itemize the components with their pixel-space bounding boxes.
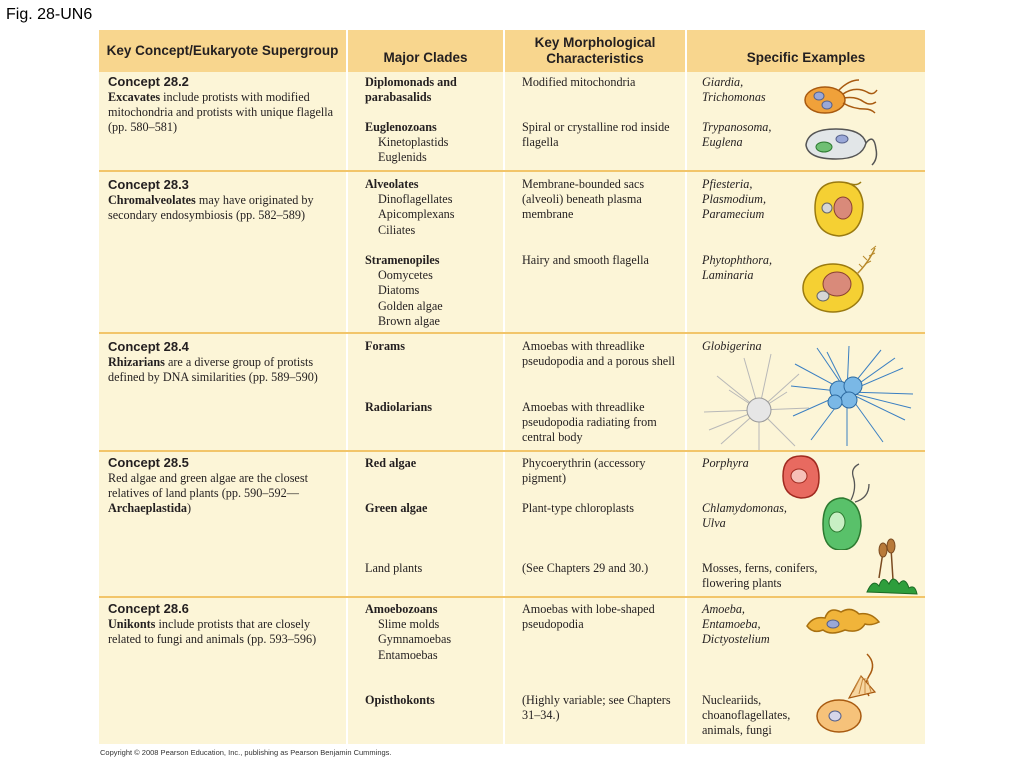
- supergroup-name: Chromalveolates: [108, 193, 196, 207]
- subclade-name: Dinoflagellates: [378, 192, 453, 207]
- clade-name: Opisthokonts: [365, 693, 435, 707]
- example-text: Globigerina: [702, 339, 762, 353]
- example-text: Nucleariids, choanoflagellates, animals, fungi: [702, 693, 791, 738]
- row-divider: [99, 170, 925, 172]
- concept-title: Concept 28.4: [108, 339, 189, 354]
- subclade-name: Kinetoplastids: [378, 135, 449, 150]
- header-col-clades: Major Clades: [383, 50, 468, 65]
- example-text: Giardia, Trichomonas: [702, 75, 766, 105]
- subclade-name: Gymnamoebas: [378, 632, 452, 647]
- characteristic-text: Modified mitochondria: [522, 75, 636, 89]
- clade-name: Euglenozoans: [365, 120, 437, 134]
- trichomonas-illustration: [799, 78, 879, 122]
- characteristic-text: Membrane-bounded sacs (alveoli) beneath plasma membrane: [522, 177, 645, 222]
- concept-title: Concept 28.5: [108, 455, 189, 470]
- clade-name: Amoebozoans: [365, 602, 438, 616]
- example-text: Chlamydomonas, Ulva: [702, 501, 787, 531]
- amoeba-illustration: [803, 604, 883, 638]
- concept-cell: [108, 601, 340, 647]
- example-text: Phytophthora, Laminaria: [702, 253, 773, 283]
- supergroup-description: include protists that are closely related to fungi and animals (pp. 593–596): [108, 617, 317, 647]
- choanoflagellate-illustration: [815, 652, 887, 734]
- column-divider: [346, 30, 348, 744]
- characteristic-text: Plant-type chloroplasts: [522, 501, 635, 515]
- stramenopile-illustration: [799, 234, 889, 314]
- concept-cell: [108, 177, 340, 223]
- supergroup-description: may have originated by secondary endosymbiosis (pp. 582–589): [108, 193, 314, 223]
- concept-cell: [108, 339, 340, 385]
- row-divider: [99, 450, 925, 452]
- clade-block: [365, 177, 500, 238]
- characteristic-text: Amoebas with lobe-shaped pseudopodia: [522, 602, 655, 632]
- clade-block: [365, 253, 500, 329]
- supergroup-table: [99, 30, 925, 744]
- supergroup-description: include protists with modified mitochondria and protists with unique flagella (pp. 580–581): [108, 90, 334, 135]
- clade-name: Alveolates: [365, 177, 419, 191]
- clade-name: Green algae: [365, 501, 428, 515]
- subclade-name: Entamoebas: [378, 647, 438, 662]
- column-divider: [685, 30, 687, 744]
- supergroup-description: are a diverse group of protists defined by DNA similarities (pp. 589–590): [108, 355, 318, 385]
- concept-cell: [108, 455, 340, 517]
- subclade-name: Ciliates: [378, 222, 416, 237]
- copyright-notice: Copyright © 2008 Pearson Education, Inc., publishing as Pearson Benjamin Cummings.: [100, 748, 392, 757]
- figure-label: Fig. 28-UN6: [6, 6, 93, 23]
- clade-name: Diplomonads and parabasalids: [365, 75, 457, 105]
- clade-name: Stramenopiles: [365, 253, 440, 267]
- subclade-name: Euglenids: [378, 150, 427, 165]
- subclade-name: Oomycetes: [378, 268, 433, 283]
- clade-block: [365, 602, 500, 663]
- characteristic-text: Spiral or crystalline rod inside flagella: [522, 120, 670, 150]
- example-text: Amoeba, Entamoeba, Dictyostelium: [702, 602, 770, 647]
- supergroup-name: Archaeplastida: [108, 501, 187, 516]
- clade-name: Red algae: [365, 456, 417, 470]
- clade-block: [365, 120, 500, 166]
- subclade-name: Apicomplexans: [378, 207, 455, 222]
- supergroup-description-end: ): [187, 501, 192, 516]
- subclade-name: Diatoms: [378, 283, 420, 298]
- characteristic-text: Amoebas with threadlike pseudopodia and a porous shell: [522, 339, 675, 369]
- header-col-examples: Specific Examples: [746, 50, 866, 65]
- dinoflagellate-illustration: [807, 178, 867, 240]
- example-text: Porphyra: [702, 456, 749, 470]
- supergroup-description: Red algae and green algae are the closest relatives of land plants (pp. 590–592—: [108, 471, 308, 501]
- supergroup-name: Excavates: [108, 90, 161, 104]
- clade-name: Radiolarians: [365, 400, 433, 414]
- characteristic-text: (Highly variable; see Chapters 31–34.): [522, 693, 671, 723]
- concept-title: Concept 28.2: [108, 74, 189, 89]
- subclade-name: Golden algae: [378, 298, 443, 313]
- characteristic-text: (See Chapters 29 and 30.): [522, 561, 649, 575]
- concept-cell: [108, 74, 340, 136]
- subclade-name: Slime molds: [378, 617, 440, 632]
- euglena-illustration: [802, 125, 882, 167]
- characteristic-text: Hairy and smooth flagella: [522, 253, 649, 267]
- header-col-characteristics: Key Morphological Characteristics: [534, 35, 656, 66]
- characteristic-text: Amoebas with threadlike pseudopodia radiating from central body: [522, 400, 657, 445]
- supergroup-name: Rhizarians: [108, 355, 165, 369]
- column-divider: [503, 30, 505, 744]
- header-col-concept: Key Concept/Eukaryote Supergroup: [106, 43, 339, 58]
- clade-name: Land plants: [365, 561, 423, 575]
- row-divider: [99, 596, 925, 598]
- supergroup-name: Unikonts: [108, 617, 156, 631]
- clade-name: Forams: [365, 339, 405, 353]
- land-plant-illustration: [863, 538, 923, 596]
- example-text: Mosses, ferns, conifers, flowering plants: [702, 561, 818, 591]
- example-text: Pfiesteria, Plasmodium, Paramecium: [702, 177, 766, 222]
- rhizarian-illustration: [699, 346, 924, 450]
- characteristic-text: Phycoerythrin (accessory pigment): [522, 456, 646, 486]
- example-text: Trypanosoma, Euglena: [702, 120, 772, 150]
- concept-title: Concept 28.3: [108, 177, 189, 192]
- concept-title: Concept 28.6: [108, 601, 189, 616]
- row-divider: [99, 332, 925, 334]
- subclade-name: Brown algae: [378, 313, 440, 328]
- algae-illustration: [781, 454, 881, 550]
